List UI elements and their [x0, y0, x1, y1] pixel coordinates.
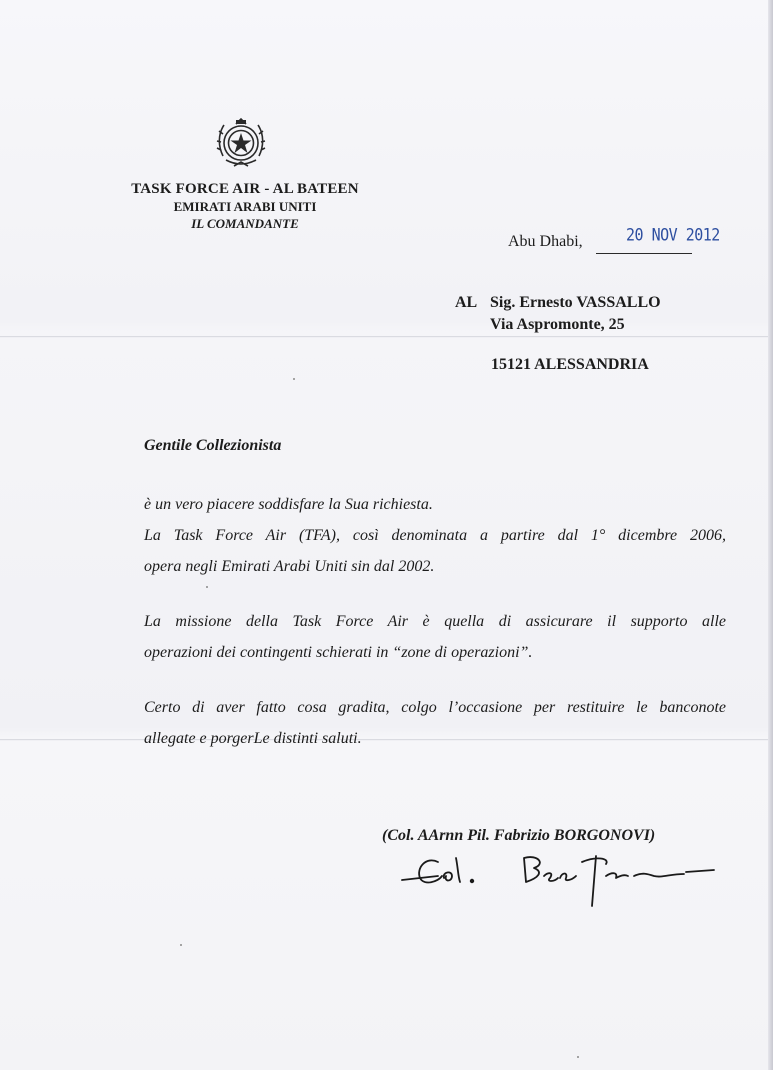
- paper-speck: [180, 944, 182, 946]
- recipient-street: Via Aspromonte, 25: [490, 316, 625, 333]
- letterhead-role: IL COMANDANTE: [191, 216, 299, 231]
- paper-speck: [577, 1056, 579, 1058]
- greeting: Gentile Collezionista: [144, 437, 282, 454]
- letter-body: [144, 437, 726, 778]
- recipient-name: Sig. Ernesto VASSALLO: [490, 294, 661, 311]
- paper-fold: [0, 336, 773, 338]
- paper-speck: [293, 378, 295, 380]
- body-line: è un vero piacere soddisfare la Sua richiesta.: [144, 496, 433, 513]
- letterhead: [100, 180, 390, 232]
- paragraph-1: [144, 489, 726, 582]
- paragraph-3: [144, 692, 726, 754]
- italian-republic-emblem-icon: [214, 116, 268, 174]
- date-underline: [596, 253, 692, 254]
- letterhead-unit: TASK FORCE AIR - AL BATEEN: [131, 181, 359, 197]
- body-line: Certo di aver fatto cosa gradita, colgo l’occasione per restituire le banconote: [144, 699, 726, 716]
- signer-name: (Col. AArnn Pil. Fabrizio BORGONOVI): [382, 827, 656, 844]
- recipient-city: 15121 ALESSANDRIA: [491, 356, 649, 373]
- body-line: allegate e porgerLe distinti saluti.: [144, 730, 362, 747]
- handwritten-signature-icon: [398, 842, 718, 912]
- date-stamp: 20 NOV 2012: [626, 224, 720, 246]
- recipient-address: [455, 292, 661, 336]
- paragraph-2: [144, 606, 726, 668]
- body-line: La missione della Task Force Air è quella di assicurare il supporto alle: [144, 613, 726, 630]
- recipient-prefix: AL: [455, 294, 478, 311]
- body-line: opera negli Emirati Arabi Uniti sin dal 2002.: [144, 558, 435, 575]
- paper-edge: [768, 0, 773, 1070]
- date-place: Abu Dhabi,: [508, 233, 583, 250]
- paper-speck: [206, 586, 208, 588]
- body-line: La Task Force Air (TFA), così denominata a partire dal 1° dicembre 2006,: [144, 527, 726, 544]
- body-line: operazioni dei contingenti schierati in “zone di operazioni”.: [144, 644, 533, 661]
- letterhead-country: EMIRATI ARABI UNITI: [173, 199, 317, 214]
